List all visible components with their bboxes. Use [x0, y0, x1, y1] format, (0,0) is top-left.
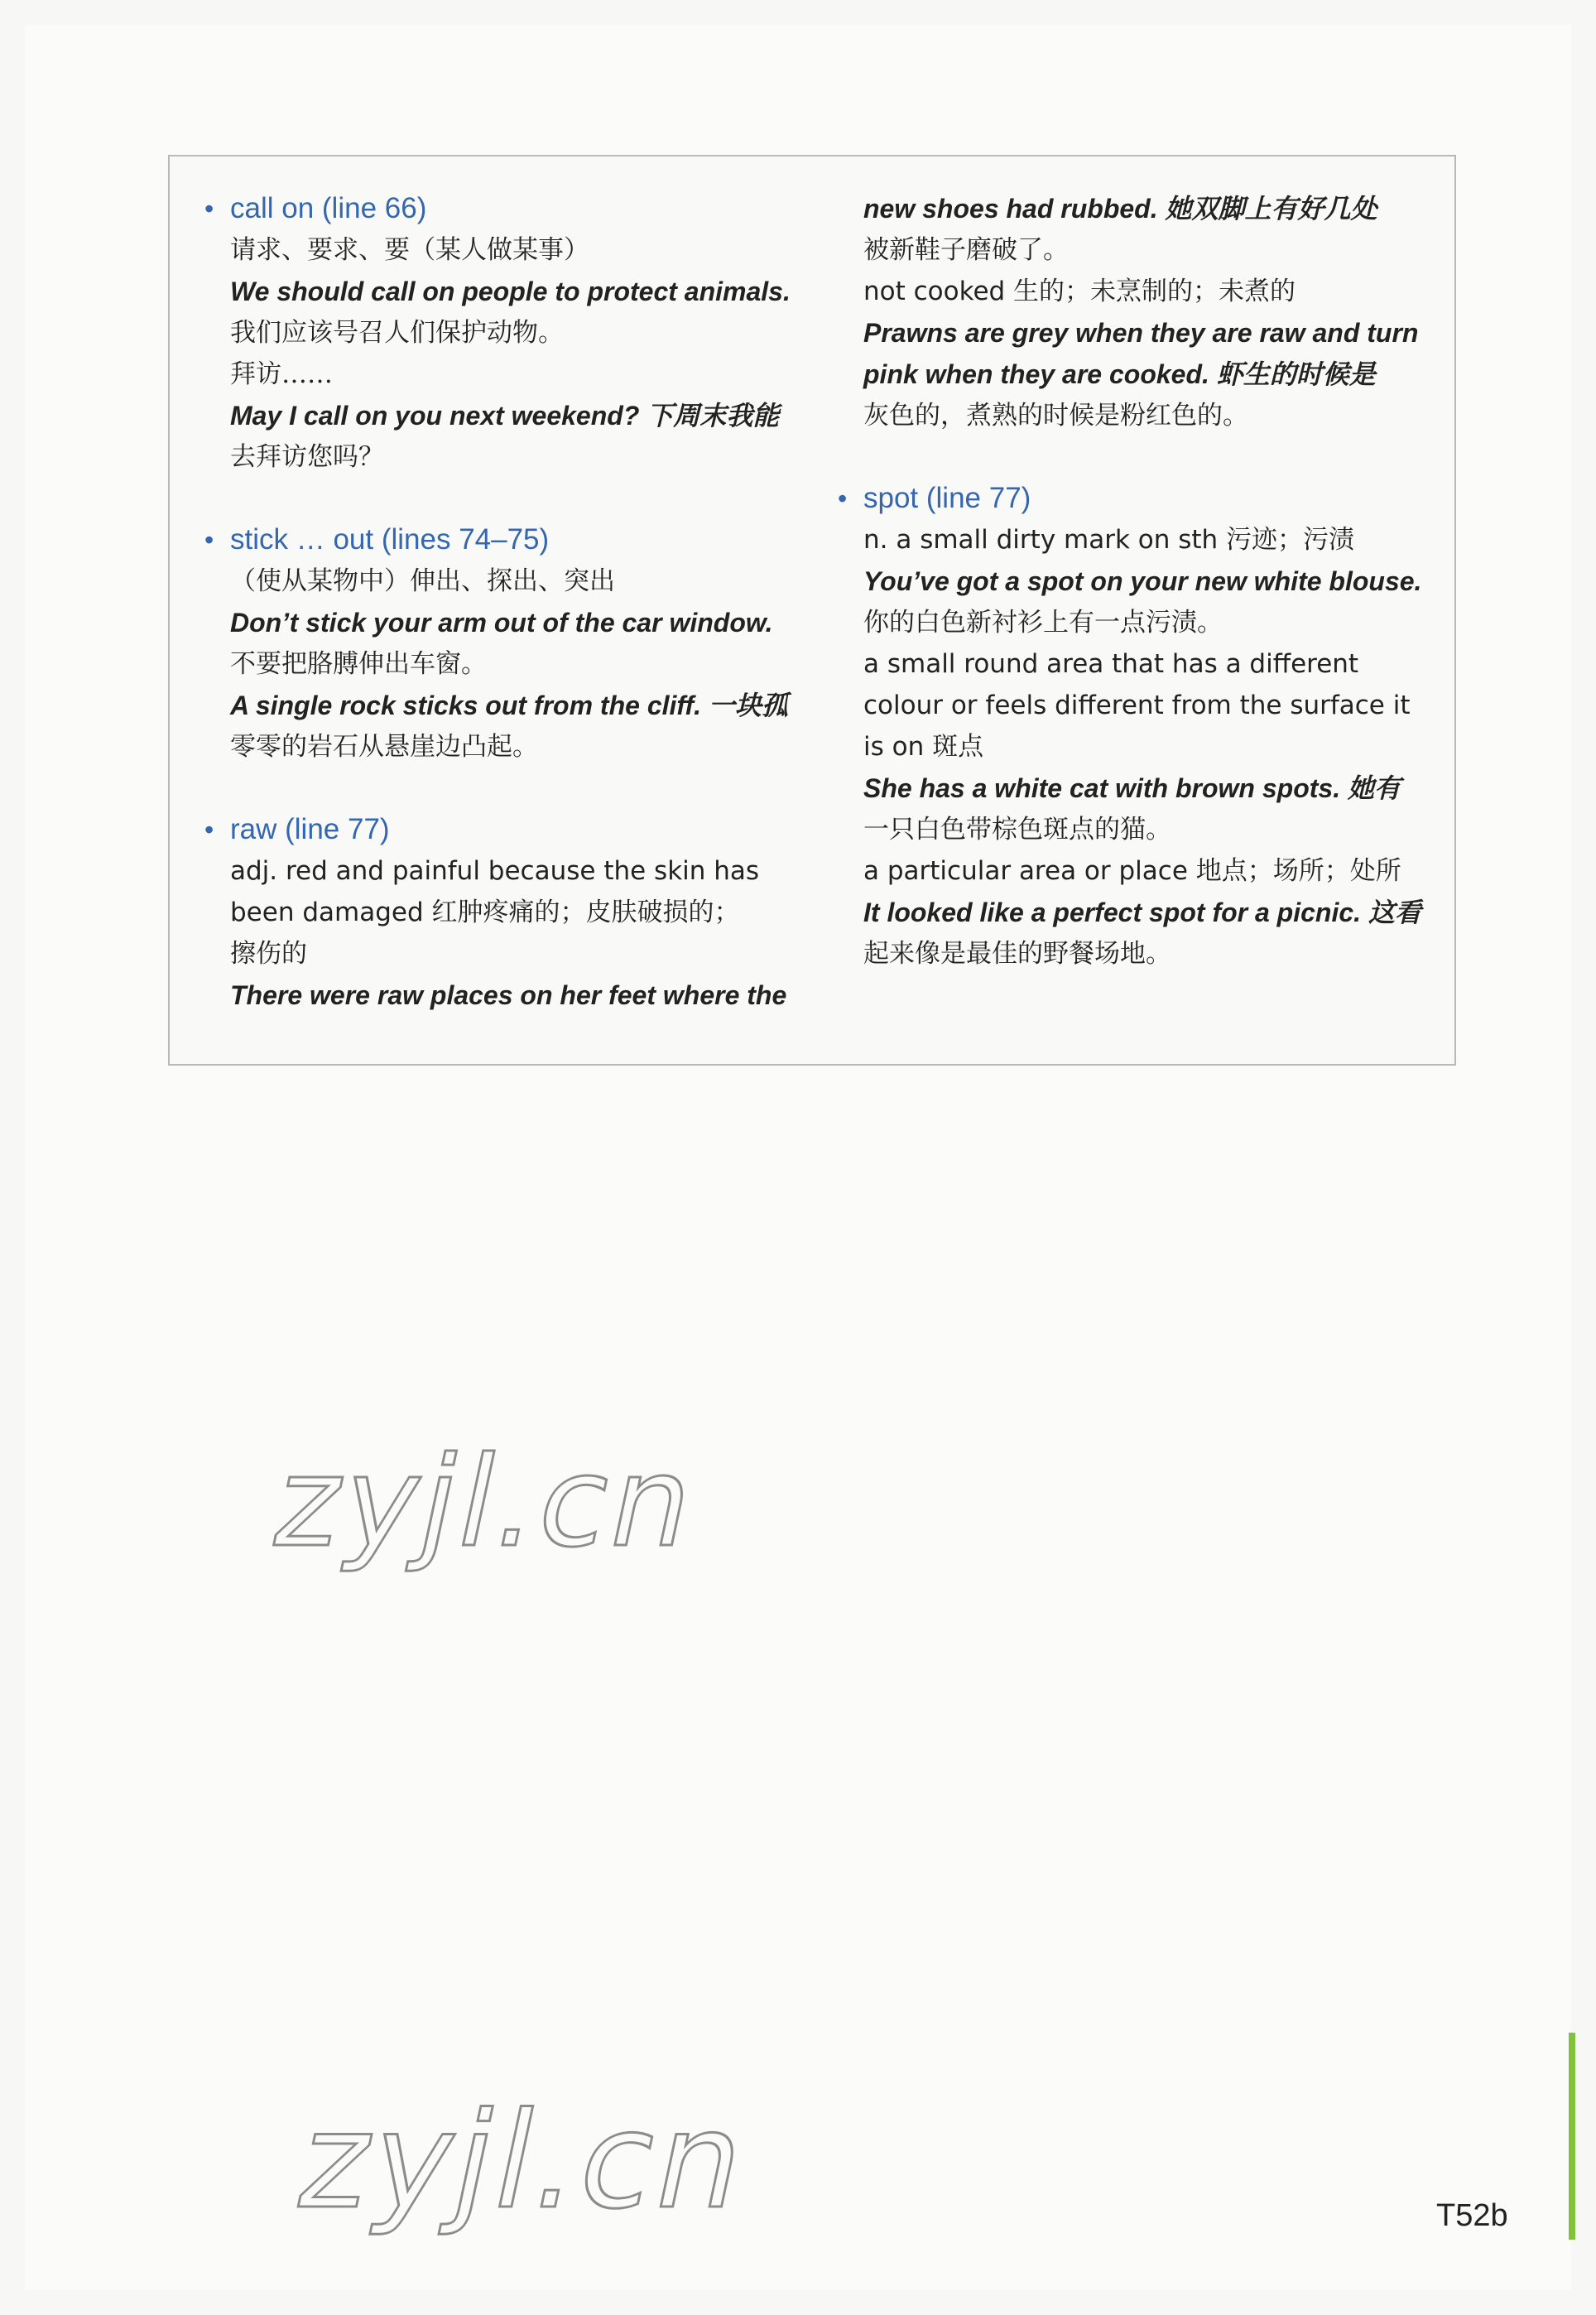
example-sentence: We should call on people to protect animals.	[230, 277, 791, 306]
definition-line: 灰色的，煮熟的时候是粉红色的。	[863, 401, 1248, 431]
definition-line: 请求、要求、要（某人做某事）	[230, 235, 589, 265]
headword-text: raw (line 77)	[230, 813, 390, 845]
bullet-icon: •	[838, 484, 848, 513]
entry-headword	[838, 478, 1443, 519]
entry-headword	[204, 809, 810, 850]
bullet-icon: •	[204, 815, 214, 845]
definition-line: is on 斑点	[863, 732, 984, 762]
definition-line: colour or feels different from the surface it	[863, 691, 1411, 720]
example-sentence: She has a white cat with brown spots. 她有	[863, 773, 1401, 803]
left-column	[204, 188, 810, 1057]
example-sentence: new shoes had rubbed. 她双脚上有好几处	[863, 194, 1377, 224]
definition-line: 去拜访您吗？	[230, 442, 384, 472]
watermark: zyjl.cn	[262, 1431, 710, 1575]
definition-line: adj. red and painful because the skin has	[230, 856, 760, 886]
example-sentence: You’ve got a spot on your new white blouse.	[863, 566, 1422, 596]
example-sentence: There were raw places on her feet where the	[230, 980, 787, 1010]
page-number: T52b	[1436, 2198, 1508, 2233]
vocab-entry	[204, 809, 810, 1016]
example-sentence: Don’t stick your arm out of the car window.	[230, 608, 773, 638]
definition-line: 一只白色带棕色斑点的猫。	[863, 815, 1171, 845]
example-sentence: It looked like a perfect spot for a picnic. 这看	[863, 898, 1421, 927]
vocab-entry	[204, 519, 810, 768]
example-sentence: May I call on you next weekend? 下周末我能	[230, 401, 780, 431]
definition-line: a particular area or place 地点；场所；处所	[863, 856, 1401, 886]
vocab-entry	[863, 188, 1443, 436]
bullet-icon: •	[204, 525, 214, 555]
headword-text: stick … out (lines 74–75)	[230, 523, 550, 556]
headword-text: call on (line 66)	[230, 192, 427, 224]
definition-line: 擦伤的	[230, 939, 307, 969]
definition-line: 不要把胳膊伸出车窗。	[230, 649, 487, 679]
right-column	[838, 188, 1443, 1016]
definition-line: （使从某物中）伸出、探出、突出	[230, 566, 615, 596]
definition-line: been damaged 红肿疼痛的；皮肤破损的；	[230, 898, 740, 927]
definition-line: 被新鞋子磨破了。	[863, 235, 1069, 265]
definition-line: 拜访……	[230, 359, 333, 389]
definition-line: 零零的岩石从悬崖边凸起。	[230, 732, 538, 762]
page-edge-marker	[1569, 2033, 1575, 2240]
vocabulary-box	[168, 155, 1456, 1066]
entry-headword	[204, 188, 810, 229]
example-sentence: Prawns are grey when they are raw and turn	[863, 318, 1419, 348]
example-sentence: A single rock sticks out from the cliff. 一块孤	[230, 691, 788, 720]
vocab-entry	[838, 478, 1443, 975]
bullet-icon: •	[204, 194, 214, 224]
definition-line: 你的白色新衬衫上有一点污渍。	[863, 608, 1223, 638]
definition-line: not cooked 生的；未烹制的；未煮的	[863, 277, 1296, 306]
entry-headword	[204, 519, 810, 561]
definition-line: 起来像是最佳的野餐场地。	[863, 939, 1171, 969]
vocab-entry	[204, 188, 810, 478]
headword-text: spot (line 77)	[863, 482, 1031, 514]
watermark: zyjl.cn	[286, 2083, 762, 2238]
definition-line: a small round area that has a different	[863, 649, 1359, 679]
definition-line: n. a small dirty mark on sth 污迹；污渍	[863, 525, 1355, 555]
example-sentence: pink when they are cooked. 虾生的时候是	[863, 359, 1376, 389]
definition-line: 我们应该号召人们保护动物。	[230, 318, 564, 348]
